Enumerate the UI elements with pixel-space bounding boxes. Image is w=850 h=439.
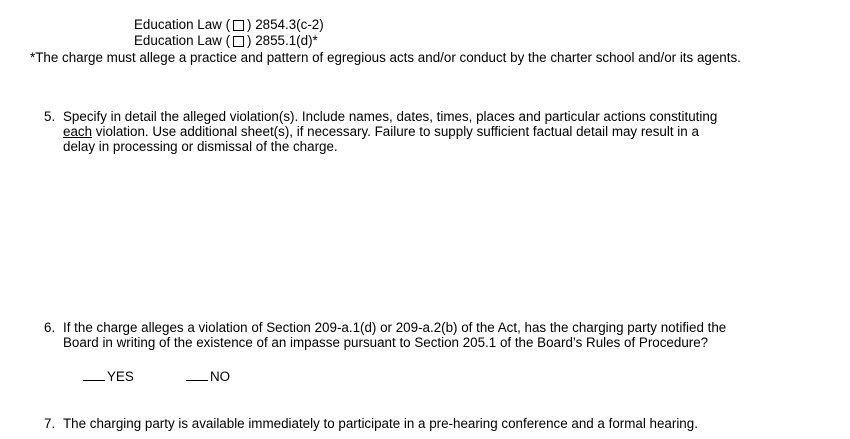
item7-number: 7. [44, 416, 56, 431]
each-underlined: each [63, 124, 93, 139]
item5-line2-rest: violation. Use additional sheet(s), if necessary. Failure to supply sufficient factual detail may result in a [92, 124, 699, 139]
item5-line1: Specify in detail the alleged violation(s). Include names, dates, times, places and particular actions constituting [63, 109, 718, 124]
education-law-2855-line [134, 33, 318, 48]
education-law-2854-line [134, 17, 324, 32]
item6-line2: Board in writing of the existence of an impasse pursuant to Section 205.1 of the Board’s Rules of Procedure? [63, 335, 709, 350]
no-label: NO [210, 369, 231, 384]
yes-blank[interactable] [83, 380, 105, 381]
education-law-prefix: Education Law ( [134, 33, 231, 48]
item7-text: The charging party is available immediately to participate in a pre-hearing conference and a formal hearing. [63, 416, 698, 431]
item6-number: 6. [44, 320, 56, 335]
yes-option[interactable] [83, 369, 134, 384]
no-option[interactable] [186, 369, 230, 384]
item5-number: 5. [44, 109, 56, 124]
education-law-prefix: Education Law ( [134, 17, 231, 32]
no-blank[interactable] [186, 380, 208, 381]
item5-line3: delay in processing or dismissal of the charge. [63, 139, 338, 154]
education-law-2855-suffix: ) 2855.1(d)* [247, 33, 318, 48]
item5-line2 [63, 124, 699, 139]
item6-line1: If the charge alleges a violation of Section 209-a.1(d) or 209-a.2(b) of the Act, has the charging party notified the [63, 320, 727, 335]
education-law-2854-checkbox[interactable] [233, 20, 244, 31]
education-law-2855-checkbox[interactable] [233, 36, 244, 47]
yes-label: YES [107, 369, 134, 384]
footnote: *The charge must allege a practice and pattern of egregious acts and/or conduct by the charter school and/or its agents. [30, 50, 741, 65]
education-law-2854-suffix: ) 2854.3(c-2) [247, 17, 324, 32]
